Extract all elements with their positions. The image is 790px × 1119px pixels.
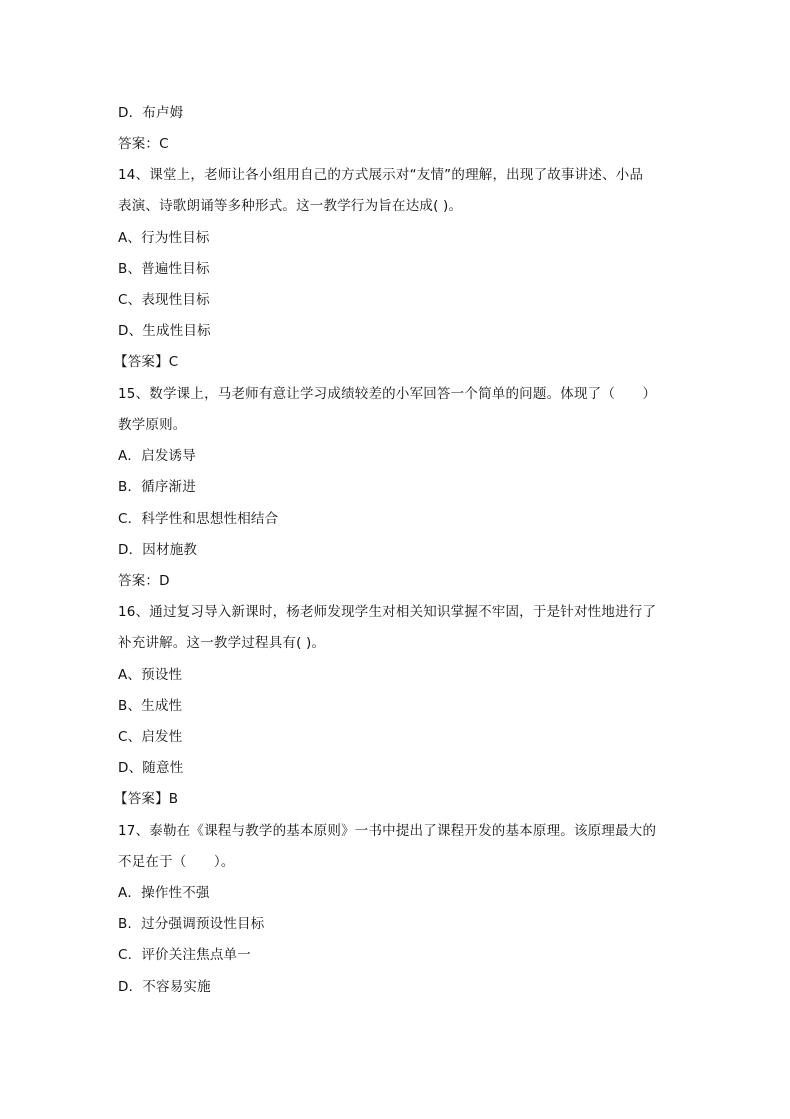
question-14-line2: 表演、诗歌朗诵等多种形式。这一教学行为旨在达成( )。 (118, 198, 463, 214)
question-16-line2: 补充讲解。这一教学过程具有( )。 (118, 635, 326, 651)
option-d-q13: D．布卢姆 (118, 105, 184, 121)
option-b-q17: B．过分强调预设性目标 (118, 916, 265, 932)
question-15-line1: 15、数学课上，马老师有意让学习成绩较差的小军回答一个简单的问题。体现了（ ） (118, 386, 657, 402)
option-a-q16: A、预设性 (118, 667, 183, 683)
option-a-q14: A、行为性目标 (118, 230, 210, 246)
option-b-q14: B、普遍性目标 (118, 261, 210, 277)
option-a-q15: A．启发诱导 (118, 448, 196, 464)
answer-q15: 答案：D (118, 573, 170, 589)
answer-q14: 【答案】C (114, 354, 179, 370)
option-d-q14: D、生成性目标 (118, 323, 211, 339)
question-14-line1: 14、课堂上，老师让各小组用自己的方式展示对“友情”的理解，出现了故事讲述、小品 (118, 167, 644, 183)
question-17-line2: 不足在于（ ）。 (118, 854, 235, 870)
option-c-q15: C．科学性和思想性相结合 (118, 511, 279, 527)
question-15-line2: 教学原则。 (118, 417, 187, 433)
option-d-q17: D．不容易实施 (118, 979, 211, 995)
option-b-q16: B、生成性 (118, 698, 183, 714)
option-c-q14: C、表现性目标 (118, 292, 210, 308)
option-c-q16: C、启发性 (118, 729, 183, 745)
option-b-q15: B．循序渐进 (118, 479, 196, 495)
question-16-line1: 16、通过复习导入新课时，杨老师发现学生对相关知识掌握不牢固，于是针对性地进行了 (118, 604, 657, 620)
answer-q16: 【答案】B (114, 791, 179, 807)
option-c-q17: C．评价关注焦点单一 (118, 947, 251, 963)
question-17-line1: 17、泰勒在《课程与教学的基本原则》一书中提出了课程开发的基本原理。该原理最大的 (118, 823, 657, 839)
option-a-q17: A．操作性不强 (118, 885, 210, 901)
option-d-q16: D、随意性 (118, 760, 184, 776)
option-d-q15: D．因材施教 (118, 542, 198, 558)
answer-q13: 答案：C (118, 136, 169, 152)
